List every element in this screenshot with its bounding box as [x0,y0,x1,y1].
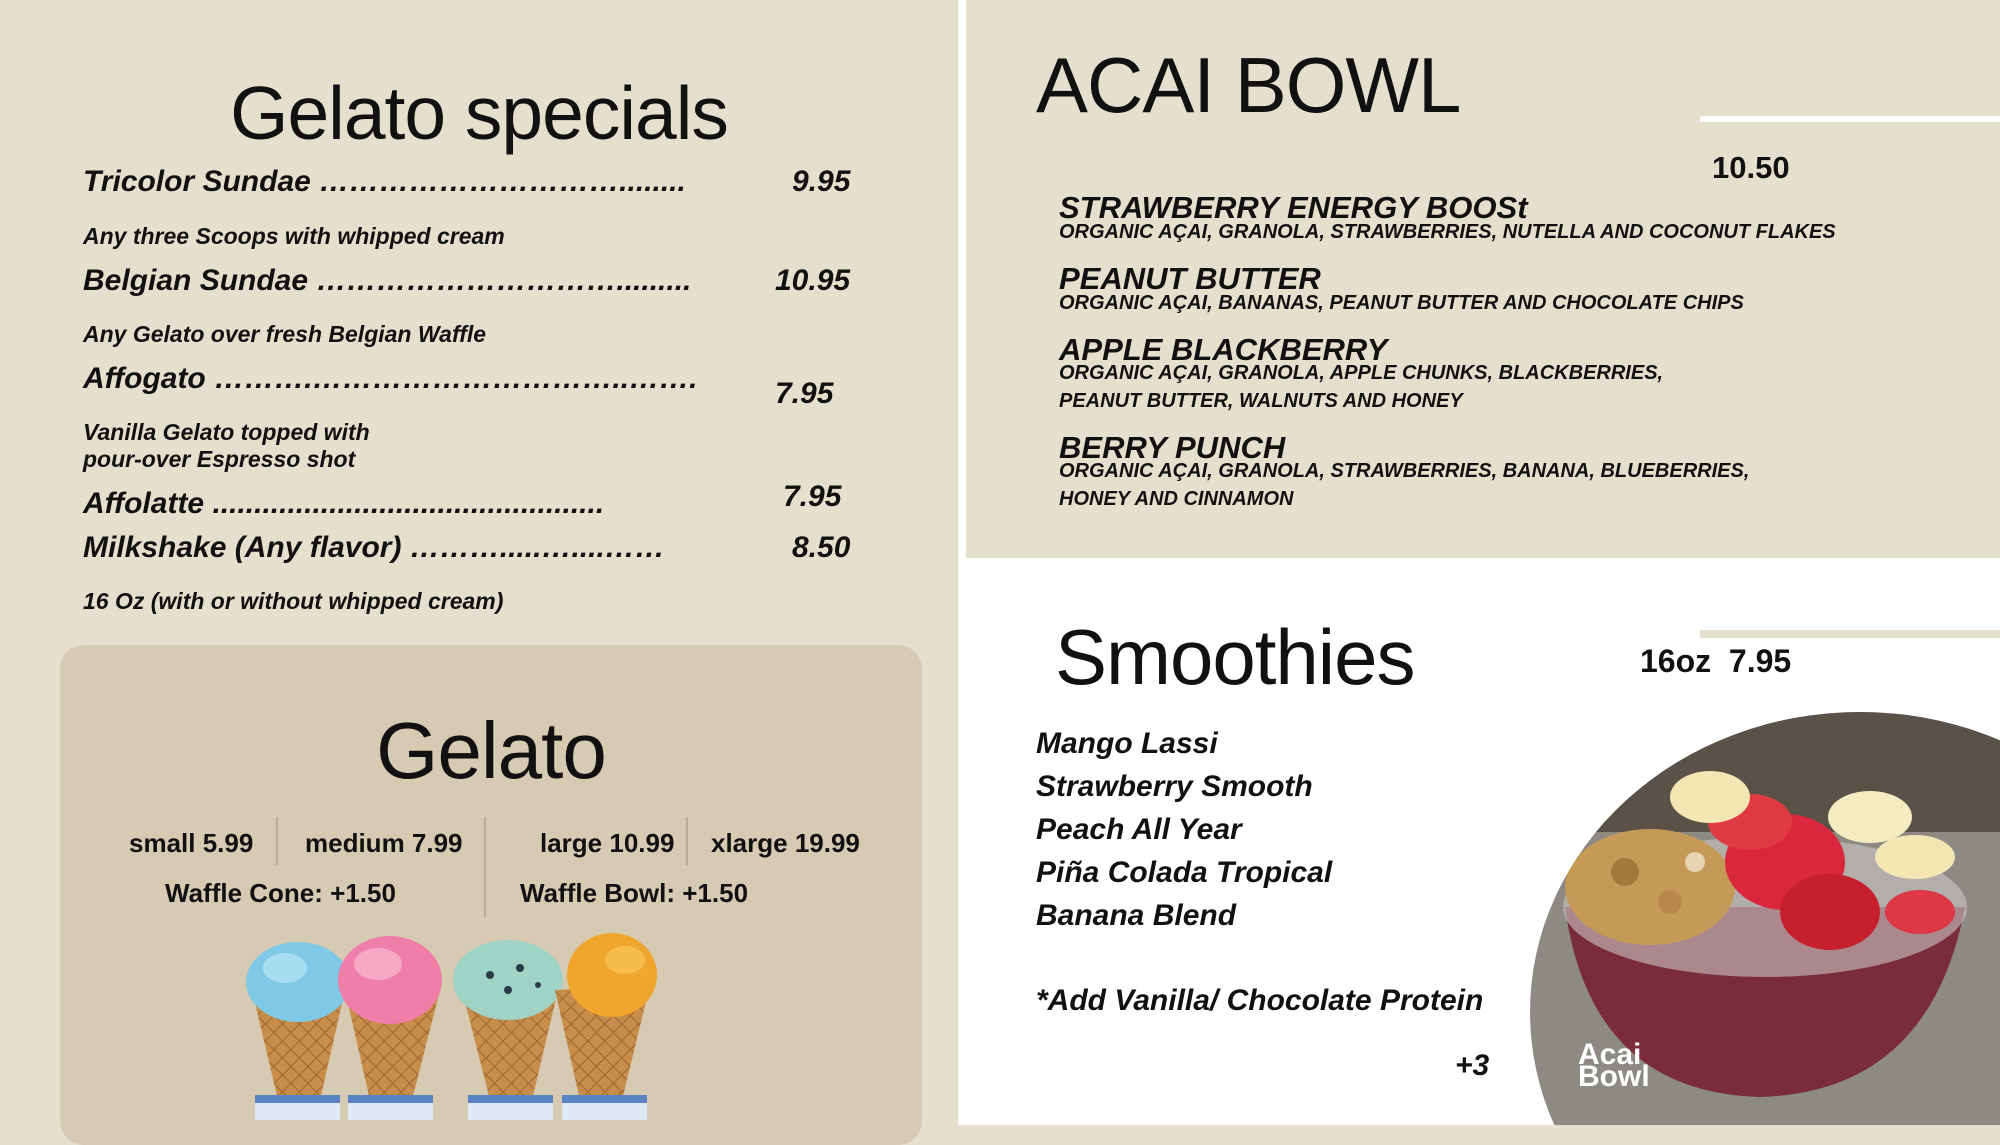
acai-bowl-photo-label: Acai Bowl [1578,1038,1650,1093]
panel-divider [958,0,966,1125]
special-price-milkshake: 8.50 [792,531,851,564]
gelato-panel [0,0,958,1125]
acai-item-desc: ORGANIC AÇAI, BANANAS, PEANUT BUTTER AND CHOCOLATE CHIPS [1059,292,1744,314]
cone-mint [453,940,563,1120]
smoothie-item: Peach All Year [1036,813,1242,846]
gelato-specials-title: Gelato specials [230,71,728,155]
acai-bowl-photo [1530,712,2000,1125]
waffle-bowl-addon: Waffle Bowl: +1.50 [520,878,749,908]
size-small: small 5.99 [129,828,254,858]
special-price-affolatte: 7.95 [783,480,842,513]
special-desc-tricolor: Any three Scoops with whipped cream [83,223,505,249]
acai-item-name: PEANUT BUTTER [1059,261,1321,296]
cone-pink [338,936,442,1120]
cone-blue [246,942,350,1120]
smoothie-item: Banana Blend [1036,899,1237,932]
smoothie-item: Piña Colada Tropical [1036,856,1333,889]
protein-addon: *Add Vanilla/ Chocolate Protein [1036,984,1484,1017]
gelato-cones-photo [240,930,740,1125]
smoothies-price: 16oz 7.95 [1640,643,1792,679]
special-name-milkshake: Milkshake (Any flavor) ……….....…....…… [83,531,665,564]
special-price-affogato: 7.95 [775,377,834,410]
acai-item-desc: ORGANIC AÇAI, GRANOLA, STRAWBERRIES, BANANA, BLUEBERRIES, HONEY AND CINNAMON [1059,460,1750,510]
decorative-line [1700,116,2000,122]
special-desc-milkshake: 16 Oz (with or without whipped cream) [83,588,504,614]
gelato-title: Gelato [376,706,606,795]
acai-item-name: STRAWBERRY ENERGY BOOSt [1059,190,1528,225]
decorative-line [1700,630,2000,638]
size-divider-center [484,817,486,917]
size-medium: medium 7.99 [305,828,463,858]
protein-addon-price: +3 [1455,1049,1490,1082]
acai-item-name: BERRY PUNCH [1059,430,1286,465]
waffle-cone-addon: Waffle Cone: +1.50 [165,878,396,908]
smoothie-item: Strawberry Smooth [1036,770,1313,803]
special-price-belgian: 10.95 [775,264,851,297]
special-desc-belgian: Any Gelato over fresh Belgian Waffle [83,321,487,347]
special-name-tricolor: Tricolor Sundae …………………………........ [83,165,686,198]
cone-orange [555,933,657,1120]
acai-item-desc: ORGANIC AÇAI, GRANOLA, STRAWBERRIES, NUTELLA AND COCONUT FLAKES [1059,221,1836,243]
smoothies-title: Smoothies [1055,613,1415,701]
acai-title: ACAI BOWL [1036,41,1461,129]
gelato-box [60,645,922,1145]
size-xlarge: xlarge 19.99 [711,828,860,858]
size-divider [276,817,278,865]
special-price-tricolor: 9.95 [792,165,851,198]
special-name-affogato: Affogato ……….…………………………..……. [83,362,698,395]
size-large: large 10.99 [540,828,675,858]
acai-item-desc: ORGANIC AÇAI, GRANOLA, APPLE CHUNKS, BLACKBERRIES, PEANUT BUTTER, WALNUTS AND HONEY [1059,362,1664,412]
special-desc-affogato: Vanilla Gelato topped with pour-over Espresso shot [83,419,370,472]
special-name-belgian: Belgian Sundae …………………………......... [83,264,692,297]
smoothie-item: Mango Lassi [1036,727,1218,760]
acai-price: 10.50 [1712,150,1790,185]
special-name-affolatte: Affolatte ............................................... [83,487,605,520]
acai-item-name: APPLE BLACKBERRY [1059,332,1388,367]
size-divider [686,817,688,865]
